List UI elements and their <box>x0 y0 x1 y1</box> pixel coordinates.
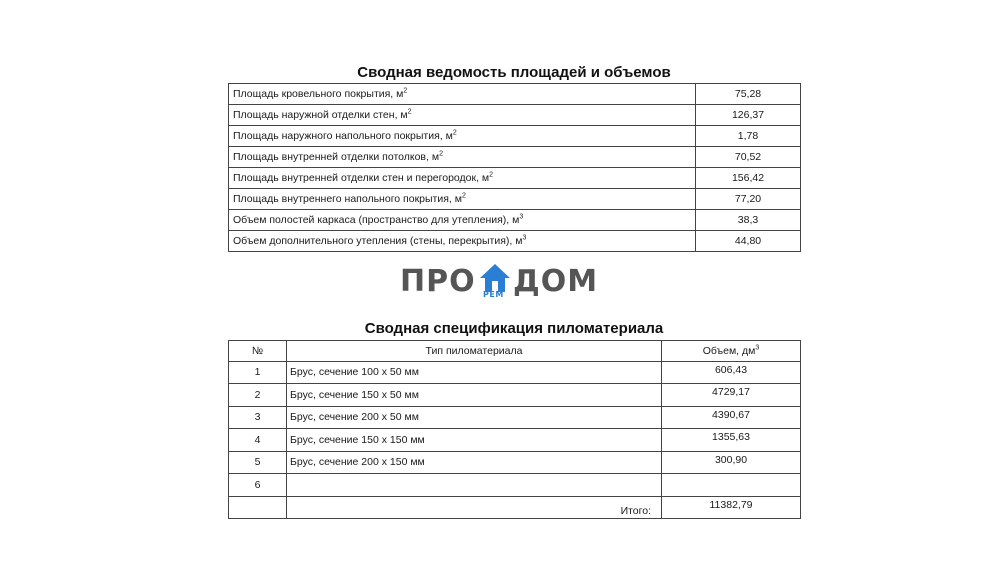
spec-row <box>229 474 801 497</box>
areas-row-label: Площадь внутренней отделки стен и перегородок, $м^2$ <box>229 168 696 189</box>
spec-table-title: Сводная спецификация пиломатериала <box>364 320 664 337</box>
spec-row <box>229 429 801 452</box>
spec-row <box>229 384 801 407</box>
spec-table <box>228 340 801 519</box>
spec-row-num: 5 <box>229 451 287 474</box>
spec-row-type: Брус, сечение 150 х 150 мм <box>287 429 662 452</box>
areas-row-label: Площадь кровельного покрытия, $м^2$ <box>229 84 696 105</box>
areas-table-title: Сводная ведомость площадей и объемов <box>357 64 671 81</box>
areas-row <box>229 231 801 252</box>
header-volume-sup: 3 <box>755 344 760 352</box>
spec-row-volume: 1355,63 <box>662 429 801 452</box>
areas-row <box>229 126 801 147</box>
areas-row-value: 75,28 <box>696 84 801 105</box>
areas-table <box>228 83 801 252</box>
spec-row-num: 1 <box>229 361 287 384</box>
header-type: Тип пиломатериала <box>287 341 662 362</box>
spec-row <box>229 406 801 429</box>
spec-row <box>229 451 801 474</box>
areas-row-label: Площадь наружной отделки стен, $м^2$ <box>229 105 696 126</box>
spec-row-volume: 300,90 <box>662 451 801 474</box>
areas-row-value: 77,20 <box>696 189 801 210</box>
spec-row-num: 2 <box>229 384 287 407</box>
areas-row-value: 126,37 <box>696 105 801 126</box>
areas-row <box>229 189 801 210</box>
spec-total-label: Итого: <box>287 496 662 519</box>
spec-row <box>229 361 801 384</box>
areas-row <box>229 105 801 126</box>
spec-row-type: Брус, сечение 200 х 50 мм <box>287 406 662 429</box>
spec-total-row <box>229 496 801 519</box>
areas-row-value: 70,52 <box>696 147 801 168</box>
spec-row-type: Брус, сечение 150 х 50 мм <box>287 384 662 407</box>
spec-row-num: 4 <box>229 429 287 452</box>
areas-row-label: Объем полостей каркаса (пространство для утепления), $м^3$ <box>229 210 696 231</box>
areas-row-value: 44,80 <box>696 231 801 252</box>
header-volume-label: Объем, дм <box>702 344 756 357</box>
areas-row-value: 1,78 <box>696 126 801 147</box>
prodom-logo <box>400 262 600 302</box>
header-volume <box>662 341 801 362</box>
spec-row-volume: 606,43 <box>662 361 801 384</box>
areas-row-label: Площадь внутренней отделки потолков, $м^2$ <box>229 147 696 168</box>
areas-row-label: Площадь внутреннего напольного покрытия, $м^2$ <box>229 189 696 210</box>
header-num: № <box>229 341 287 362</box>
spec-row-type: Брус, сечение 200 х 150 мм <box>287 451 662 474</box>
areas-row <box>229 210 801 231</box>
areas-row-value: 156,42 <box>696 168 801 189</box>
areas-row <box>229 147 801 168</box>
areas-row <box>229 84 801 105</box>
logo-sub-text: РЕМ <box>483 290 504 299</box>
spec-total-value: 11382,79 <box>662 496 801 519</box>
logo-text-right: ДОМ <box>513 264 599 299</box>
spec-row-type <box>287 474 662 497</box>
spec-row-volume <box>662 474 801 497</box>
spec-row-num: 3 <box>229 406 287 429</box>
areas-row <box>229 168 801 189</box>
areas-row-label: Объем дополнительного утепления (стены, перекрытия), $м^3$ <box>229 231 696 252</box>
areas-row-label: Площадь наружного напольного покрытия, $м^2$ <box>229 126 696 147</box>
spec-row-type: Брус, сечение 100 х 50 мм <box>287 361 662 384</box>
spec-row-num: 6 <box>229 474 287 497</box>
spec-row-volume: 4729,17 <box>662 384 801 407</box>
spec-row-volume: 4390,67 <box>662 406 801 429</box>
areas-row-value: 38,3 <box>696 210 801 231</box>
spec-total-empty <box>229 496 287 519</box>
logo-text-left: ПРО <box>400 264 476 299</box>
spec-header-row <box>229 341 801 362</box>
